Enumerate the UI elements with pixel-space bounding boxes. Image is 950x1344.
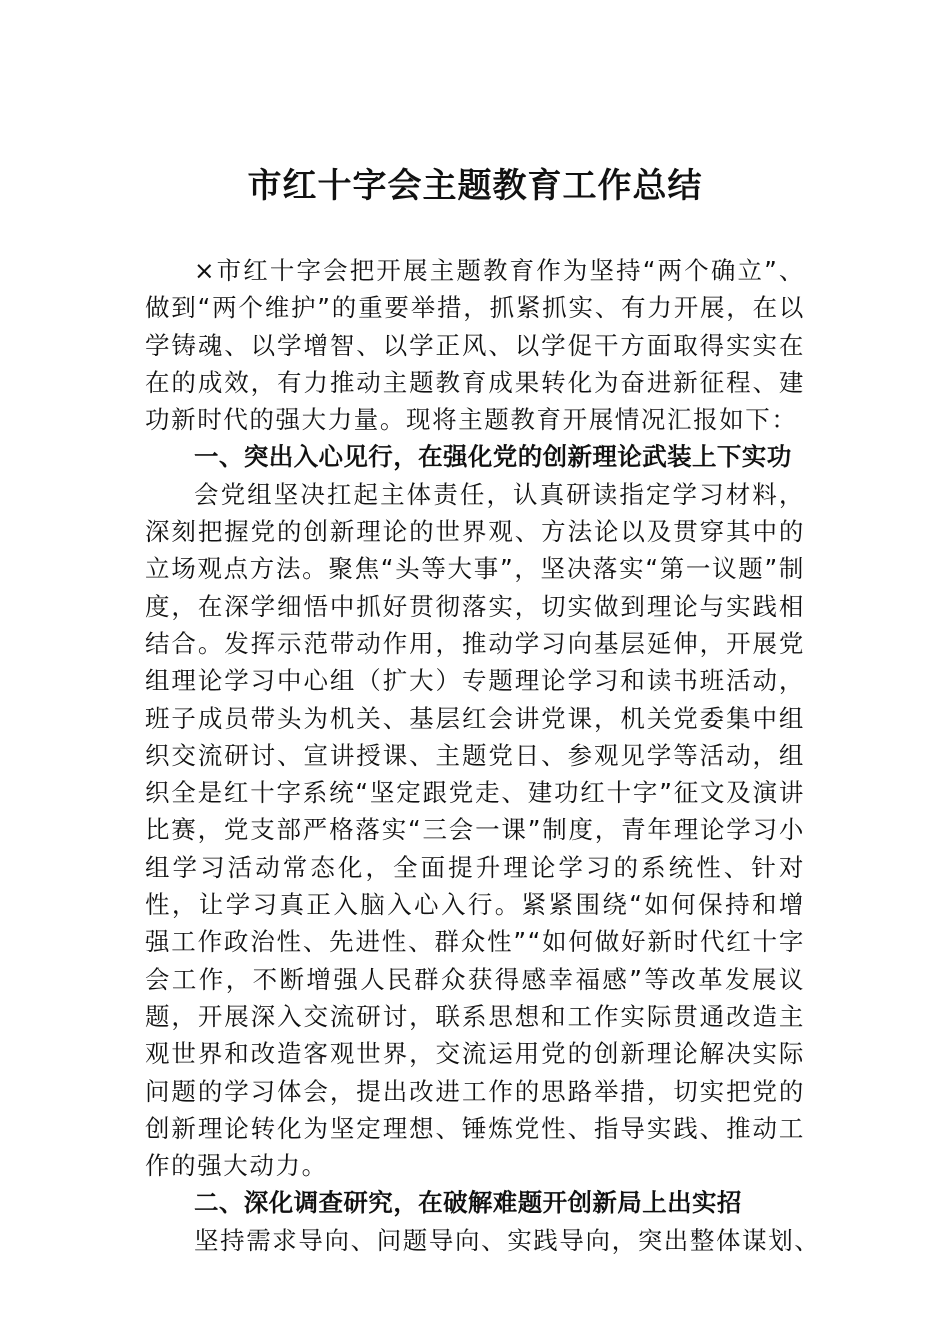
document-title: 市红十字会主题教育工作总结 [247,166,703,206]
section-1-paragraph: 会党组坚决扛起主体责任，认真研读指定学习材料，深刻把握党的创新理论的世界观、方法论以及贯穿其中的立场观点方法。聚焦“头等大事”，坚决落实“第一议题”制度，在深学细悟中抓好贯彻落实，切实做到理论与实践相结合。发挥示范带动作用，推动学习向基层延伸，开展党组理论学习中心组（扩大）专题理论学习和读书班活动，班子成员带头为机关、基层红会讲党课，机关党委集中组织交流研讨、宣讲授课、主题党日、参观见学等活动，组织全是红十字系统“坚定跟党走、建功红十字”征文及演讲比赛，党支部严格落实“三会一课”制度，青年理论学习小组学习活动常态化，全面提升理论学习的系统性、针对性，让学习真正入脑入心入行。紧紧围绕“如何保持和增强工作政治性、先进性、群众性”“如何做好新时代红十字会工作，不断增强人民群众获得感幸福感”等改革发展议题，开展深入交流研讨，联系思想和工作实际贯通改造主观世界和改造客观世界，交流运用党的创新理论解决实际问题的学习体会，提出改进工作的思路举措，切实把党的创新理论转化为坚定理想、锤炼党性、指导实践、推动工作的强大动力。 [145,479,805,1181]
section-1-heading: 一、突出入心见行，在强化党的创新理论武装上下实功 [194,442,792,472]
document-body [145,252,821,1259]
section-2-paragraph: 坚持需求导向、问题导向、实践导向，突出整体谋划、 [194,1225,821,1255]
section-2-heading: 二、深化调查研究，在破解难题开创新局上出实招 [194,1188,742,1218]
intro-paragraph: ×市红十字会把开展主题教育作为坚持“两个确立”、做到“两个维护”的重要举措，抓紧抓实、有力开展，在以学铸魂、以学增智、以学正风、以学促干方面取得实实在在的成效，有力推动主题教育成果转化为奋进新征程、建功新时代的强大力量。现将主题教育开展情况汇报如下： [145,256,805,435]
